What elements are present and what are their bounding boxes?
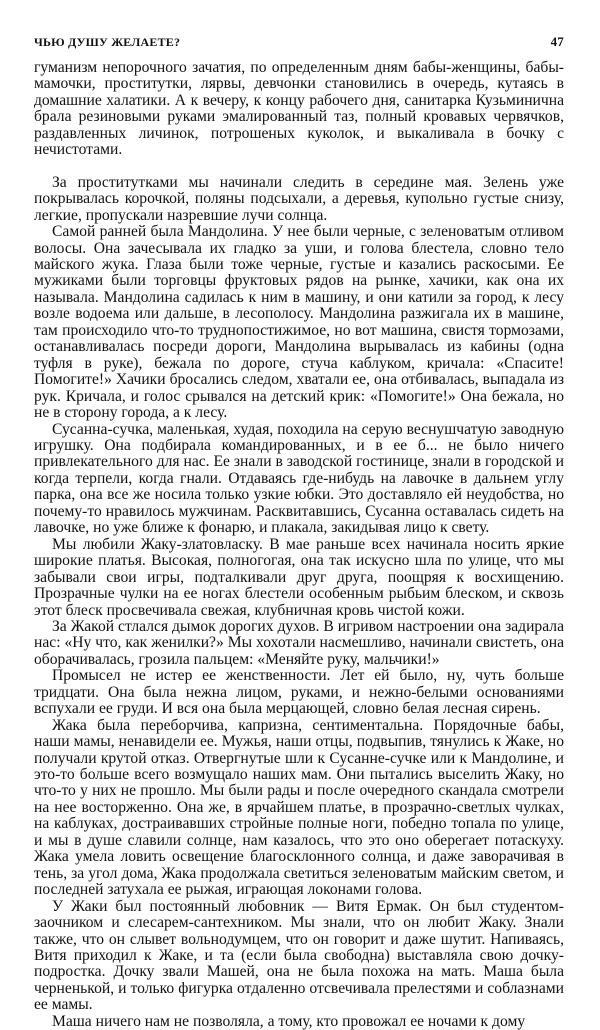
paragraph: За проститутками мы начинали следить в середине мая. Зелень уже покрывалась корочкой, поляны подсыхали, а деревья, купольно густые снизу, легкие, пропускали назревшие лучи солнца.: [34, 173, 564, 224]
running-title: ЧЬЮ ДУШУ ЖЕЛАЕТЕ?: [34, 35, 181, 49]
paragraph: За Жакой стлался дымок дорогих духов. В игривом настроении она задирала нас: «Ну что, как женилки?» Мы хохотали насмешливо, начинали свистеть, она оборачивалась, грозила пальцем: «Меняйте руку, мальчики!»: [34, 617, 564, 668]
paragraph: Сусанна-сучка, маленькая, худая, походила на серую веснушчатую заводную игрушку. Она подбирала командированных, и в ее б... не было ничего привлекательного для нас. Ее знали в заводской гостинице, знали в городской и когда терпели, когда гнали. Отдаваясь где-нибудь на лавочке в дальнем углу парка, она все же носила только узкие юбки. Это доставляло ей неудобства, но почему-то нравилось мужчинам. Расквитавшись, Сусанна оставалась сидеть на лавочке, но уже ближе к фонарю, и плакала, закидывая лицо к свету.: [34, 420, 564, 537]
paragraph: Мы любили Жаку-златовласку. В мае раньше всех начинала носить яркие широкие платья. Высокая, полногогая, она так искусно шла по улице, что мы забывали свои игры, подталкивали друг друга, поощряя к восхищению. Прозрачные чулки на ее ногах блестели особенным рыбьим блеском, и сквозь этот блеск просвечивала свежая, клубничная кровь чистой кожи.: [34, 535, 564, 619]
page-number: 47: [550, 34, 564, 49]
paragraph: У Жаки был постоянный любовник — Витя Ермак. Он был студентом-заочником и слесарем-сантехником. Мы знали, что он любит Жаку. Знали также, что он слывет вольнодумцем, что он говорит и даже шутит. Напиваясь, Витя приходил к Жаке, и та (если была свободна) выставляла свою дочку-подростка. Дочку звали Машей, она не была похожа на мать. Маша была черненькой, и только фигурка отдаленно отсвечивала прелестями и соблазнами ее мамы.: [34, 897, 564, 1014]
page-header: [34, 34, 564, 50]
paragraph: Жака была переборчива, капризна, сентиментальна. Порядочные бабы, наши мамы, ненавидели ее. Мужья, наши отцы, подвыпив, тянулись к Жаке, но получали крутой отказ. Отвергнутые шли к Сусанне-сучке или к Мандолине, и это-то больше всего возмущало наших мам. Они пытались выселить Жаку, но что-то у них не прошло. Мы были рады и после очередного скандала смотрели на нее восторженно. Она же, в ярчайшем платье, в прозрачно-светлых чулках, на каблуках, достраивавших стройные полные ноги, победно топала по улице, и мы в душе славили солнце, нам казалось, что это оно оберегает потаскуху. Жака умела ловить освещение благосклонного солнца, и даже заворачивая в тень, за угол дома, Жака продолжала светиться зеленоватым майским светом, и последней затухала ее рыжая, играющая локонами голова.: [34, 716, 564, 899]
body-text: [34, 60, 564, 1030]
paragraph: Самой ранней была Мандолина. У нее были черные, с зеленоватым отливом волосы. Она зачесывала их гладко за уши, и голова блестела, словно тело майского жука. Глаза были тоже черные, густые и казались раскосыми. Ее мужиками были торговцы фруктовых рядов на рынке, хачики, как она их называла. Мандолина садилась к ним в машину, и они катили за город, к лесу возле водоема или дальше, в лесополосу. Мандолина разжигала их в машине, там происходило что-то труднопостижимое, но вот машина, свистя тормозами, останавливалась посреди дороги, Мандолина вырывалась из кабины (одна туфля в руке), бежала по дороге, стуча каблуком, кричала: «Спасите! Помогите!» Хачики бросались следом, хватали ее, она отбивалась, выпадала из рук. Кричала, и голос срывался на детский крик: «Помогите!» Она бежала, но не в сторону города, а к лесу.: [34, 223, 564, 422]
paragraph: Маша ничего нам не позволяла, а тому, кто провожал ее ночами к дому: [52, 1012, 526, 1030]
paragraph: гуманизм непорочного зачатия, по определенным дням бабы-женщины, бабы-мамочки, проститутки, лярвы, девчонки становились в очередь, кутаясь в домашние халатики. А к вечеру, к концу рабочего дня, санитарка Кузьминична брала резиновыми руками эмалированный таз, полный кровавых червячков, раздавленных личинок, потрошеных куколок, и выкаливала в бочку с нечистотами.: [34, 59, 564, 159]
paragraph: Промысел не истер ее женственности. Лет ей было, ну, чуть больше тридцати. Она была нежна лицом, руками, и нежно-белыми основаниями вспухали ее груди. И вся она была мерцающей, словно белая лесная сирень.: [34, 667, 564, 718]
